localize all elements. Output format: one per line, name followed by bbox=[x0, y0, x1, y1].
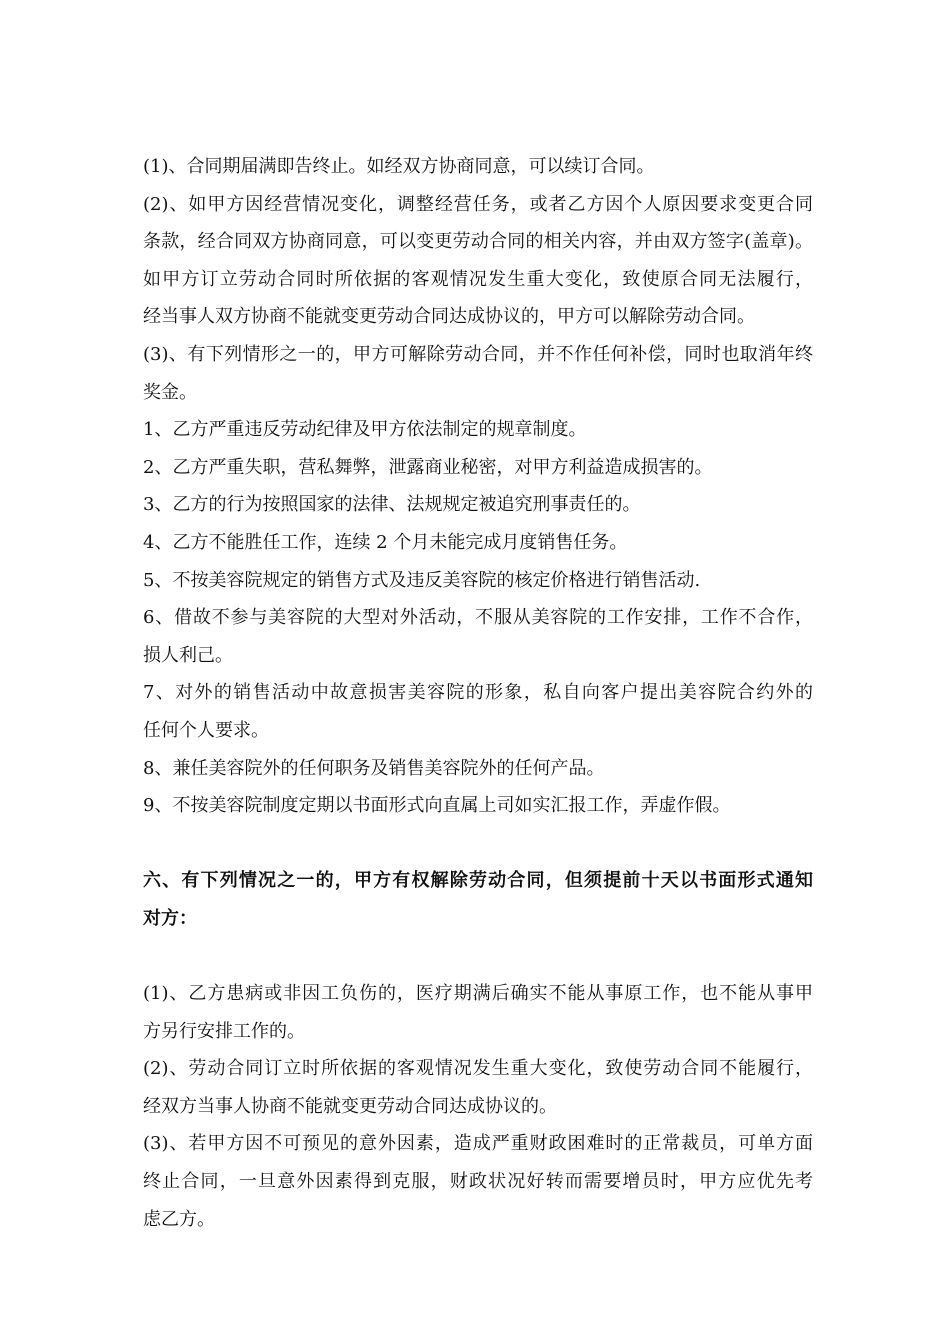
text-line: 经双方当事人协商不能就变更劳动合同达成协议的。 bbox=[143, 1095, 557, 1117]
text-line: 9、不按美容院制度定期以书面形式向直属上司如实汇报工作，弄虚作假。 bbox=[143, 795, 731, 817]
section-6-heading bbox=[143, 862, 813, 937]
text-line: (2)、如甲方因经营情况变化，调整经营任务，或者乙方因个人原因要求变更合同 bbox=[143, 193, 813, 215]
text-line: 6、借故不参与美容院的大型对外活动，不服从美容院的工作安排，工作不合作， bbox=[143, 607, 813, 629]
section-6-clause-1 bbox=[143, 975, 813, 1050]
section-6-clause-2 bbox=[143, 1050, 813, 1125]
text-line: 7、对外的销售活动中故意损害美容院的形象，私自向客户提出美容院合约外的 bbox=[143, 682, 813, 704]
text-line: 1、乙方严重违反劳动纪律及甲方依法制定的规章制度。 bbox=[143, 419, 587, 441]
item-6 bbox=[143, 599, 813, 674]
item-8 bbox=[143, 750, 813, 788]
text-line: 2、乙方严重失职，营私舞弊，泄露商业秘密，对甲方利益造成损害的。 bbox=[143, 456, 713, 478]
text-line: 终止合同，一旦意外因素得到克服，财政状况好转而需要增员时，甲方应优先考 bbox=[143, 1171, 813, 1193]
item-2 bbox=[143, 449, 813, 487]
blank-line bbox=[143, 825, 813, 863]
text-line: 条款，经合同双方协商同意，可以变更劳动合同的相关内容，并由双方签字(盖章)。 bbox=[143, 231, 813, 253]
item-7 bbox=[143, 674, 813, 749]
text-line: 任何个人要求。 bbox=[143, 719, 269, 741]
section-6-clause-3 bbox=[143, 1125, 813, 1238]
text-line: (1)、合同期届满即告终止。如经双方协商同意，可以续订合同。 bbox=[143, 156, 655, 177]
text-line: 六、有下列情况之一的，甲方有权解除劳动合同，但须提前十天以书面形式通知 bbox=[143, 870, 813, 892]
clause-1-paragraph bbox=[143, 148, 813, 186]
blank-line bbox=[143, 937, 813, 975]
text-line: (3)、若甲方因不可预见的意外因素，造成严重财政困难时的正常裁员，可单方面 bbox=[143, 1133, 813, 1155]
item-4 bbox=[143, 524, 813, 562]
text-line: 经当事人双方协商不能就变更劳动合同达成协议的，甲方可以解除劳动合同。 bbox=[143, 306, 755, 328]
text-line: 方另行安排工作的。 bbox=[143, 1020, 305, 1042]
item-9 bbox=[143, 787, 813, 825]
text-line: 如甲方订立劳动合同时所依据的客观情况发生重大变化，致使原合同无法履行， bbox=[143, 268, 813, 290]
text-line: 8、兼任美容院外的任何职务及销售美容院外的任何产品。 bbox=[143, 757, 605, 779]
text-line: 损人利己。 bbox=[143, 644, 233, 666]
text-line: (3)、有下列情形之一的，甲方可解除劳动合同，并不作任何补偿，同时也取消年终 bbox=[143, 343, 813, 365]
item-5 bbox=[143, 562, 813, 600]
text-line: 奖金。 bbox=[143, 381, 197, 403]
document-body bbox=[143, 148, 813, 1238]
item-1 bbox=[143, 411, 813, 449]
text-line: 5、不按美容院规定的销售方式及违反美容院的核定价格进行销售活动. bbox=[143, 569, 701, 591]
text-line: (1)、乙方患病或非因工负伤的，医疗期满后确实不能从事原工作，也不能从事甲 bbox=[143, 983, 813, 1005]
text-line: 对方： bbox=[143, 907, 197, 929]
text-line: (2)、劳动合同订立时所依据的客观情况发生重大变化，致使劳动合同不能履行， bbox=[143, 1058, 813, 1080]
clause-2-paragraph bbox=[143, 186, 813, 336]
text-line: 虑乙方。 bbox=[143, 1208, 215, 1230]
text-line: 3、乙方的行为按照国家的法律、法规规定被追究刑事责任的。 bbox=[143, 494, 641, 516]
clause-3-paragraph bbox=[143, 336, 813, 411]
text-line: 4、乙方不能胜任工作，连续 2 个月未能完成月度销售任务。 bbox=[143, 531, 628, 553]
item-3 bbox=[143, 486, 813, 524]
